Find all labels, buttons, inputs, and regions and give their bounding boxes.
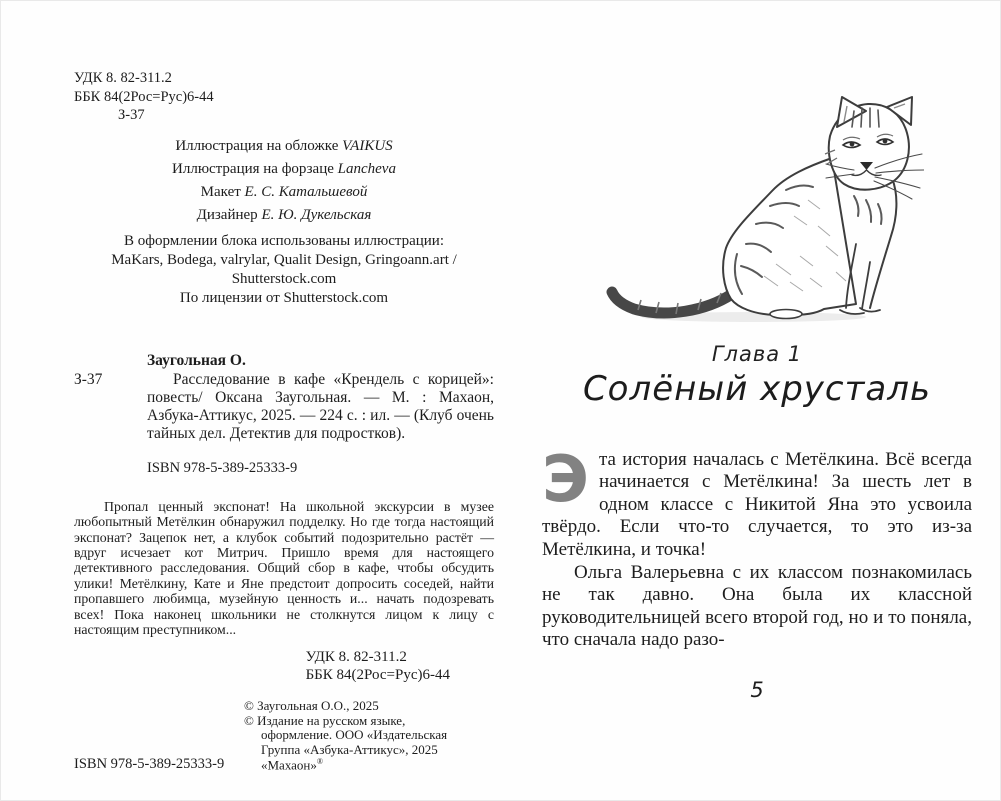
copyright-edition: © Издание на русском языке, <box>244 712 406 728</box>
credit-prefix: Иллюстрация на обложке <box>175 138 343 155</box>
stock-credit-line: По лицензии от Shutterstock.com <box>179 289 389 306</box>
catalog-index: З-37 <box>74 370 103 388</box>
author-sign-code: З-37 <box>118 107 145 124</box>
udk-bbk-block-bottom <box>306 648 450 684</box>
stock-credit-line: MaKars, Bodega, valrylar, Qualit Design, Gringoann.art / <box>111 251 457 268</box>
copyright-publisher-line: Группа «Азбука-Аттикус», 2025 <box>261 742 438 758</box>
bbk-code: ББК 84(2Рос=Рус)6-44 <box>74 88 214 105</box>
cat-body <box>723 158 856 315</box>
catalog-row <box>74 371 494 444</box>
credit-name: Е. С. Катальшевой <box>244 184 368 201</box>
left-page-imprint <box>74 70 494 773</box>
cat-illustration <box>604 96 924 324</box>
copyright-publisher-line: оформление. ООО «Издательская <box>261 727 448 743</box>
copyright-block <box>244 698 482 773</box>
isbn-bottom: ISBN 978-5-389-25333-9 <box>74 755 225 772</box>
credit-prefix: Макет <box>200 184 245 201</box>
catalog-author: Заугольная О. <box>147 351 246 369</box>
stock-credit-line: Shutterstock.com <box>231 270 337 287</box>
udk-code: УДК 8. 82-311.2 <box>74 70 172 86</box>
credit-name: Lancheva <box>337 161 396 178</box>
credit-prefix: Иллюстрация на форзаце <box>172 161 338 178</box>
credit-cover-illustration <box>74 138 494 155</box>
brand-name: «Махаон» <box>261 757 317 773</box>
credits-block <box>74 138 494 224</box>
credit-designer <box>74 207 494 224</box>
imprint-bottom-row <box>74 698 494 773</box>
drop-cap: Э <box>542 443 589 517</box>
registered-mark: ® <box>316 757 323 767</box>
stock-illustrations-credit <box>74 232 494 308</box>
bbk-code-bottom: ББК 84(2Рос=Рус)6-44 <box>305 666 450 683</box>
udk-bbk-block-top <box>74 70 494 124</box>
paragraph-second: Ольга Валерьевна с их классом познакомилась не так давно. Она была их классной руководительницей всего второй год, но и то поняла, что сначала надо разо- <box>542 562 972 651</box>
credit-name: VAIKUS <box>342 138 393 155</box>
chapter-body <box>542 443 972 652</box>
chapter-label: Глава 1 <box>711 342 803 366</box>
stock-credit-line: В оформлении блока использованы иллюстрации: <box>123 233 444 250</box>
catalog-card <box>74 352 494 477</box>
copyright-author: © Заугольная О.О., 2025 <box>244 697 379 713</box>
copyright-brand-line <box>244 758 482 772</box>
chapter-title: Солёный хрусталь <box>582 369 932 409</box>
credit-name: Е. Ю. Дукельская <box>261 207 372 224</box>
credit-endpaper-illustration <box>74 161 494 178</box>
paragraph-first-text: та история началась с Метёлкина. Всё всегда начинается с Метёлкина! За шесть лет в одном классе с Никитой Яна это усвоила твёрдо. Если что-то случается, то это из-за Метёлкина, и точка! <box>542 449 972 560</box>
udk-code-bottom: УДК 8. 82-311.2 <box>305 648 407 665</box>
annotation-paragraph: Пропал ценный экспонат! На школьной экскурсии в музее любопытный Метёлкин обнаружил подделку. Но где тогда настоящий экспонат? Зацепок нет, а клубок событий подозрительно растёт — вдруг исчезает кот Митрич. Пришло время для настоящего детективного расследования. Общий сбор в кафе, чтобы обсудить улики! Метёлкину, Кате и Яне предстоит допросить соседей, найти пропавшего любимца, музейную ценность и... начать подозревать всех! Пока наконец школьники не столкнутся лицом к лицу с настоящим преступником... <box>74 498 494 638</box>
credit-prefix: Дизайнер <box>196 207 262 224</box>
right-page-chapter <box>542 96 972 702</box>
catalog-description: Расследование в кафе «Крендель с корицей»: повесть/ Оксана Заугольная. — М. : Махаон, Азбука-Аттикус, 2025. — 224 с. : ил. — (Клуб очень тайных дел. Детектив для подростков). <box>147 370 494 443</box>
cat-tail <box>612 292 732 313</box>
isbn-card: ISBN 978-5-389-25333-9 <box>147 459 298 476</box>
page-number: 5 <box>750 677 764 702</box>
paragraph-first <box>542 443 972 561</box>
credit-layout <box>74 184 494 201</box>
